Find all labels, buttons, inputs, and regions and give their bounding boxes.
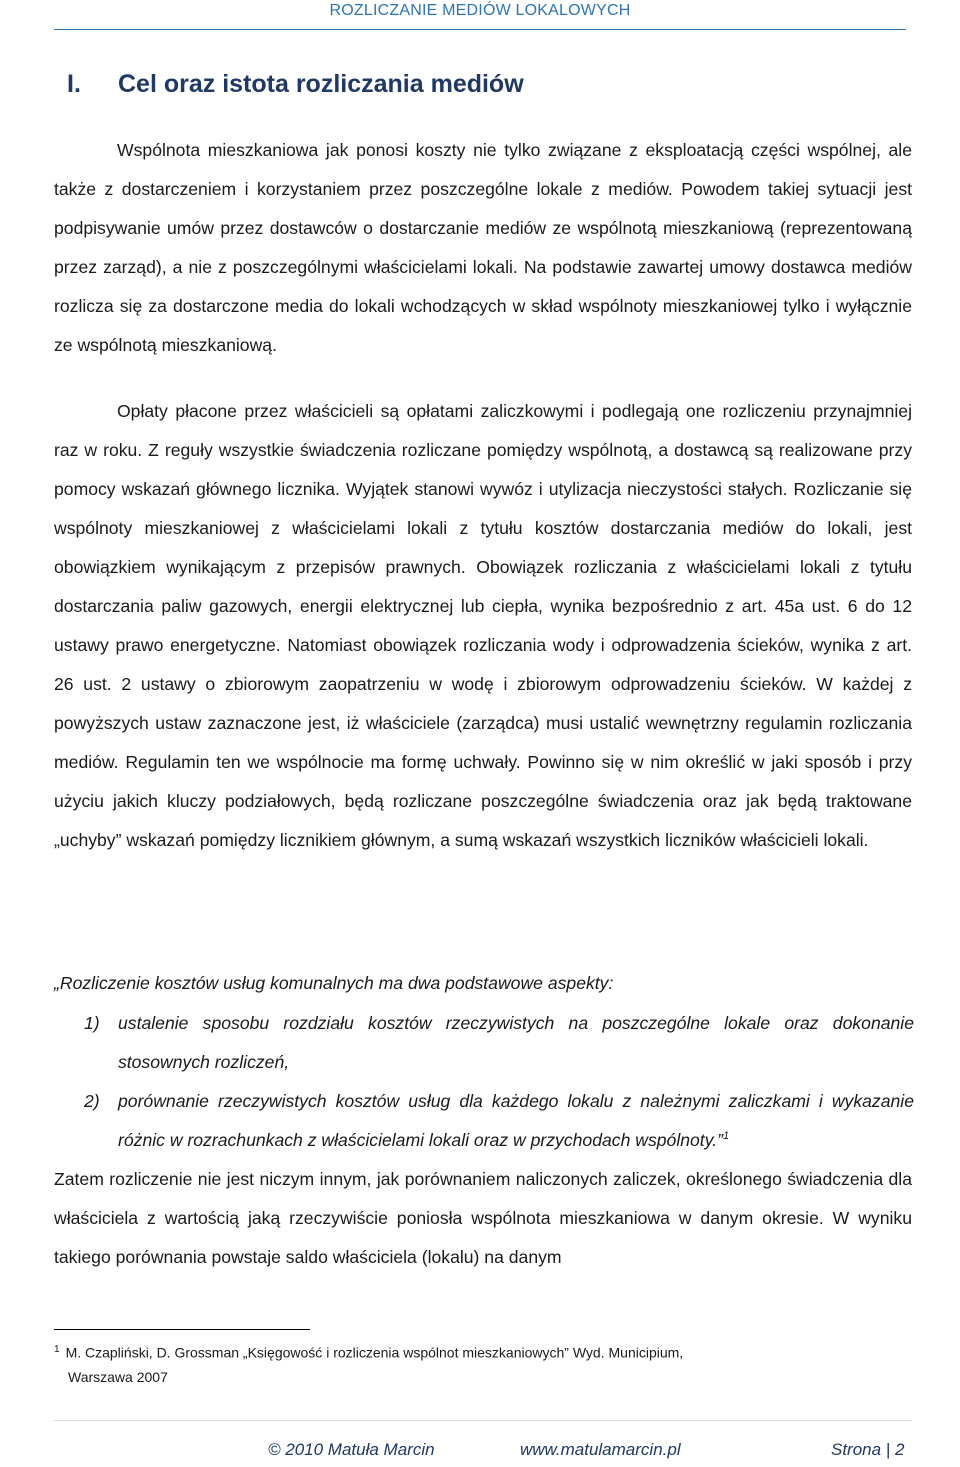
footnote-citation-cont: Warszawa 2007 [68, 1368, 168, 1385]
section-heading [67, 70, 907, 99]
list-item [54, 1082, 914, 1160]
footnote-reference[interactable]: 1 [722, 1130, 730, 1143]
list-item [54, 1004, 914, 1082]
footnote [54, 1338, 834, 1389]
footnote-number: 1 [54, 1344, 60, 1355]
footnote-citation: M. Czapliński, D. Grossman „Księgowość i rozliczenia wspólnot mieszkaniowych” Wyd. Municipium, [65, 1344, 684, 1361]
footer-page-number: Strona | 2 [831, 1440, 905, 1459]
footer-copyright: © 2010 Matuła Marcin [268, 1440, 435, 1459]
section-title: Cel oraz istota rozliczania mediów [118, 70, 524, 98]
section-number: I. [67, 70, 81, 98]
footer-divider [54, 1420, 912, 1421]
list-marker: 2) [84, 1091, 100, 1111]
list-item-text: porównanie rzeczywistych kosztów usług dla każdego lokalu z należnymi zaliczkami i wykazanie różnic w rozrachunkach z właścicielami lokali oraz w przychodach wspólnoty.” [118, 1091, 914, 1150]
paragraph-conclusion: Zatem rozliczenie nie jest niczym innym, jak porównaniem naliczonych zaliczek, określonego świadczenia dla właściciela z wartością jaką rzeczywiście poniosła wspólnota mieszkaniowa w danym okresie. W wyniku takiego porównania powstaje saldo właściciela (lokalu) na danym [54, 1169, 912, 1267]
footnote-divider [54, 1329, 310, 1330]
header-divider [54, 29, 906, 30]
paragraph-intro: Wspólnota mieszkaniowa jak ponosi koszty nie tylko związane z eksploatacją części wspólnej, ale także z dostarczeniem i korzystaniem przez poszczególne lokale z mediów. Powodem takiej sytuacji jest podpisywanie umów przez dostawców o dostarczanie mediów ze wspólnotą mieszkaniową (reprezentowaną przez zarząd), a nie z poszczególnymi właścicielami lokali. Na podstawie zawartej umowy dostawca mediów rozlicza się za dostarczone media do lokali wchodzących w skład wspólnoty mieszkaniowej tylko i wyłącznie ze wspólnotą mieszkaniową. [54, 140, 912, 355]
list-marker: 1) [84, 1013, 100, 1033]
aspects-list [54, 1004, 914, 1160]
paragraph-fees: Opłaty płacone przez właścicieli są opłatami zaliczkowymi i podlegają one rozliczeniu przynajmniej raz w roku. Z reguły wszystkie świadczenia rozliczane pomiędzy wspólnotą, a dostawcą są realizowane przy pomocy wskazań głównego licznika. Wyjątek stanowi wywóz i utylizacja nieczystości stałych. Rozliczanie się wspólnoty mieszkaniowej z właścicielami lokali z tytułu kosztów dostarczania mediów do lokali, jest obowiązkiem wynikającym z przepisów prawnych. Obowiązek rozliczania z właścicielami lokali z tytułu dostarczania paliw gazowych, energii elektrycznej lub ciepła, wynika bezpośrednio z art. 45a ust. 6 do 12 ustawy prawo energetyczne. Natomiast obowiązek rozliczania wody i odprowadzenia ścieków, wynika z art. 26 ust. 2 ustawy o zbiorowym zaopatrzeniu w wodę i zbiorowym odprowadzeniu ścieków. W każdej z powyższych ustaw zaznaczone jest, iż właściciele (zarządca) musi ustalić wewnętrzny regulamin rozliczania mediów. Regulamin ten we wspólnocie ma formę uchwały. Powinno się w nim określić w jaki sposób i przy użyciu jakich kluczy podziałowych, będą rozliczane poszczególne świadczenia oraz jak będą traktowane „uchyby” wskazań pomiędzy licznikiem głównym, a sumą wskazań wszystkich liczników właścicieli lokali. [54, 401, 912, 850]
list-item-text: ustalenie sposobu rozdziału kosztów rzeczywistych na poszczególne lokale oraz dokonanie stosownych rozliczeń, [118, 1013, 914, 1072]
quote-intro: „Rozliczenie kosztów usług komunalnych ma dwa podstawowe aspekty: [54, 973, 614, 993]
page-footer [0, 1440, 960, 1464]
running-header: ROZLICZANIE MEDIÓW LOKALOWYCH [329, 2, 631, 19]
footer-website-link[interactable]: www.matulamarcin.pl [520, 1440, 681, 1459]
